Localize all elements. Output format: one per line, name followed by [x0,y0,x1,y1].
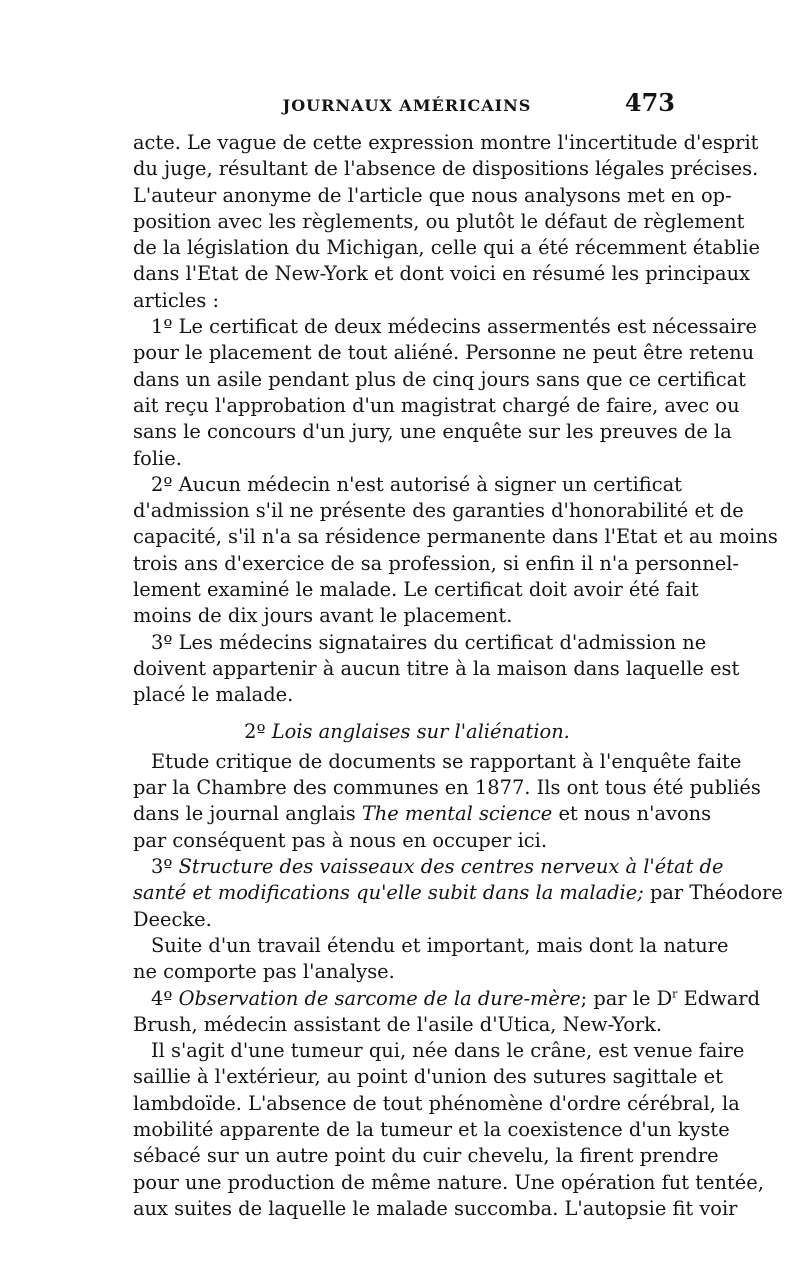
section-number: 4º [151,986,173,1010]
text-line [133,854,724,880]
text-line: acte. Le vague de cette expression montre l'incertitude d'esprit [133,131,759,154]
text-line: dans l'Etat de New-York et dont voici en résumé les principaux [133,262,751,286]
text-line: sébacé sur un autre point du cuir chevelu, la firent prendre [133,1144,719,1168]
spacer [133,709,681,719]
text-line: trois ans d'exercice de sa profession, si enfin il n'a personnel- [133,551,739,575]
text-line: du juge, résultant de l'absence de dispositions légales précises. [133,157,759,181]
text-line: dans un asile pendant plus de cinq jours sans que ce certificat [133,367,746,391]
text-line: capacité, s'il n'a sa résidence permanente dans l'Etat et au moins [133,525,778,549]
text-line: 3º Les médecins signataires du certificat d'admission ne [151,630,707,654]
text-line: de la législation du Michigan, celle qui a été récemment établie [133,236,760,260]
text-line: Il s'agit d'une tumeur qui, née dans le crâne, est venue faire [151,1039,745,1063]
text-line: folie. [133,446,182,470]
text-line: mobilité apparente de la tumeur et la coexistence d'un kyste [133,1117,730,1141]
text-line: placé le malade. [133,683,294,707]
text-line: sans le concours d'un jury, une enquête sur les preuves de la [133,420,732,444]
text-line: par conséquent pas à nous en occuper ici. [133,828,548,852]
text-fragment: dans le journal anglais [133,802,356,826]
text-line: lambdoïde. L'absence de tout phénomène d'ordre cérébral, la [133,1091,740,1115]
text-line: d'admission s'il ne présente des garanties d'honorabilité et de [133,499,744,523]
text-line: ne comporte pas l'analyse. [133,960,395,984]
text-line: doivent appartenir à aucun titre à la maison dans laquelle est [133,656,740,680]
section-title: Lois anglaises sur l'aliénation. [271,719,570,743]
text-line: L'auteur anonyme de l'article que nous analysons met en op- [133,183,732,207]
running-head [133,88,681,122]
header-title: JOURNAUX AMÉRICAINS [282,96,532,115]
text-line: Deecke. [133,907,212,931]
section-title: Structure des vaisseaux des centres nerveux à l'état de [178,855,724,879]
text-line: lement examiné le malade. Le certificat doit avoir été fait [133,578,699,602]
author-prefix: par Théodore [649,881,783,905]
text-fragment: et nous n'avons [558,802,712,826]
text-line: par la Chambre des communes en 1877. Ils ont tous été publiés [133,776,761,800]
section-heading [133,719,681,745]
text-line: Suite d'un travail étendu et important, mais dont la nature [151,933,729,957]
section-number: 2º [244,719,266,743]
text-line: pour le placement de tout aliéné. Personne ne peut être retenu [133,341,755,365]
author-name: Edward [677,986,760,1010]
text-line: 1º Le certificat de deux médecins assermentés est nécessaire [151,315,758,339]
section-title: santé et modifications qu'elle subit dans la maladie; [133,881,644,905]
page-number: 473 [624,88,675,117]
text-line [133,801,712,827]
author-prefix: ; par le D [580,986,673,1010]
text-line: Brush, médecin assistant de l'asile d'Utica, New-York. [133,1012,663,1036]
body-text [133,130,783,1222]
section-number: 3º [151,855,173,879]
text-line: saillie à l'extérieur, au point d'union des sutures sagittale et [133,1065,723,1089]
text-line: articles : [133,288,220,312]
text-line [133,880,783,906]
text-line: 2º Aucun médecin n'est autorisé à signer un certificat [151,472,682,496]
text-line [133,986,760,1012]
superscript: r [672,987,678,1001]
journal-title: The mental science [361,802,553,826]
section-title: Observation de sarcome de la dure-mère [178,986,581,1010]
text-line: ait reçu l'approbation d'un magistrat chargé de faire, avec ou [133,393,740,417]
text-line: aux suites de laquelle le malade succomba. L'autopsie fit voir [133,1196,738,1220]
text-line: Etude critique de documents se rapportant à l'enquête faite [151,749,742,773]
text-line: pour une production de même nature. Une opération fut tentée, [133,1170,764,1194]
text-line: position avec les règlements, ou plutôt le défaut de règlement [133,209,745,233]
text-line: moins de dix jours avant le placement. [133,604,513,628]
